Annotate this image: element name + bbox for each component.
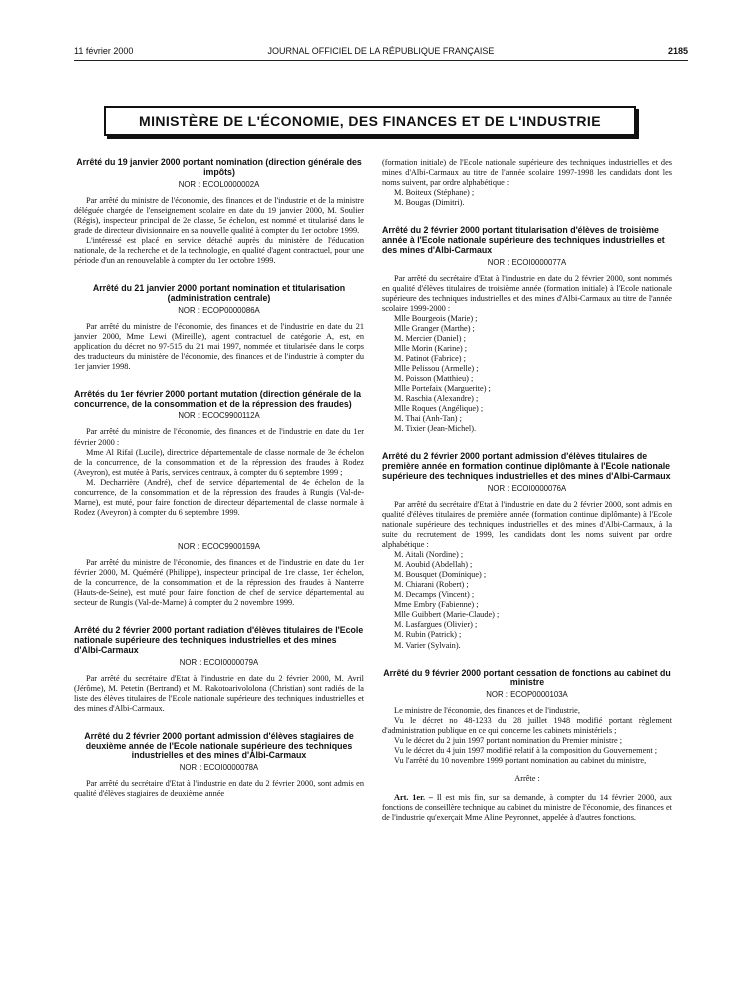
paragraph: Par arrêté du secrétaire d'Etat à l'industrie en date du 2 février 2000, M. Avril (Jérôme), M. Petetin (Bertrand) et M. Rakotoarivololona (Christian) sont radiés de la liste des élèves titulaires de l'Ecole nationale supérieure des techniques industrielles et des mines d'Albi-Carmaux. (74, 673, 364, 713)
list-item: Mlle Bourgeois (Marie) ; (394, 313, 478, 323)
arrete-admission-deuxieme-annee (74, 732, 364, 800)
list-item: Mlle Pelissou (Armelle) ; (394, 364, 479, 374)
list-item: Mlle Roques (Angélique) ; (394, 404, 484, 414)
left-column (74, 158, 364, 799)
header-rule (74, 60, 688, 61)
names-list (382, 188, 672, 208)
arrete-label: Arrête : (514, 774, 540, 784)
paragraph: Vu le décret du 2 juin 1997 portant nomination du Premier ministre ; (394, 736, 623, 746)
page-number: 2185 (667, 46, 688, 56)
paragraph: Par arrêté du secrétaire d'Etat à l'industrie en date du 2 février 2000, sont admis en qualité d'élèves titulaires de première année (formation continue diplômante) à l'Ecole nationale supérieure des techniques industrielles et des mines d'Albi-Carmaux, à la suite du recrutement de 1999, les candidats dont les noms suivent par ordre alphabétique : (382, 499, 672, 550)
arretes-1-fevrier (74, 390, 364, 608)
paragraph: Par arrêté du ministre de l'économie, des finances et de l'industrie et de la ministre déléguée chargée de l'enseignement scolaire en date du 19 janvier 2000, M. Soulier (Régis), inspecteur principal de 2e classe, 5e échelon, est nommé et titularisé dans le grade de directeur divisionnaire en sa nouvelle qualité à compter du 1er octobre 1999. (74, 195, 364, 235)
article-title: Arrêté du 9 février 2000 portant cessation de fonctions au cabinet du ministre (383, 667, 671, 688)
list-item: M. Decamps (Vincent) ; (394, 590, 475, 600)
list-item: Mlle Guibbert (Marie-Claude) ; (394, 610, 500, 620)
journal-title: JOURNAL OFFICIEL DE LA RÉPUBLIQUE FRANÇAISE (267, 46, 495, 56)
list-item: M. Lasfargues (Olivier) ; (394, 620, 478, 630)
list-item: M. Varier (Sylvain). (394, 640, 461, 650)
nor-reference: NOR : ECOP0000086A (178, 305, 260, 315)
nor-reference: NOR : ECOI0000076A (487, 483, 567, 493)
paragraph: Par arrêté du ministre de l'économie, des finances et de l'industrie en date du 21 janvier 2000, Mme Lewi (Mireille), agent contractuel de catégorie A, est, en application du décret no 97-515 du 21 mai 1997, nommée et titularisée dans le corps des traducteurs du ministère de l'économie, des finances et de l'industrie à compter du 1er janvier 1998. (74, 321, 364, 371)
article-title: Arrêté du 2 février 2000 portant titularisation d'élèves de troisième année à l'Ecole nationale supérieure des techniques industrielles et des mines d'Albi-Carmaux (382, 225, 665, 255)
list-item: M. Patinot (Fabrice) ; (394, 354, 466, 364)
paragraph: Mme Al Rifaï (Lucile), directrice départementale de classe normale de 3e échelon de la concurrence, de la consommation et de la répression des fraudes à Rodez (Aveyron), est mutée à Paris, services centraux, à compter du 6 septembre 1999 ; (74, 447, 364, 477)
arrete-radiation (74, 626, 364, 714)
list-item: M. Chiarani (Robert) ; (394, 580, 469, 590)
arrete-formation-continue (382, 452, 672, 650)
paragraph: Par arrêté du secrétaire d'Etat à l'industrie en date du 2 février 2000, sont admis en qualité d'élèves stagiaires de deuxième année (74, 779, 364, 799)
article-label: Art. 1er. – (394, 792, 433, 802)
issue-date: 11 février 2000 (74, 46, 134, 56)
list-item: M. Aitali (Nordine) ; (394, 550, 464, 560)
list-item: Mme Embry (Fabienne) ; (394, 600, 479, 610)
nor-reference: NOR : ECOP0000103A (486, 690, 568, 700)
list-item: M. Bousquet (Dominique) ; (394, 570, 487, 580)
list-item: M. Thai (Anh-Tan) ; (394, 414, 462, 424)
nor-reference: NOR : ECOI0000078A (179, 763, 259, 773)
paragraph: Par arrêté du ministre de l'économie, des finances et de l'industrie en date du 1er février 2000 : (74, 427, 364, 447)
article-title: Arrêté du 2 février 2000 portant radiation d'élèves titulaires de l'Ecole nationale supérieure des techniques industrielles et des mines d'Albi-Carmaux (74, 625, 364, 655)
paragraph: M. Decharrière (André), chef de service départemental de 4e échelon de la concurrence, de la consommation et de la répression des fraudes à Rungis (Val-de-Marne), est muté, pour faire fonction de directeur départemental de classe normale à Rodez (Aveyron) à compter du 6 septembre 1999. (74, 477, 364, 517)
list-item: M. Poisson (Matthieu) ; (394, 374, 474, 384)
arrete-19-janvier (74, 158, 364, 266)
arrete-titularisation (382, 226, 672, 434)
list-item: M. Raschia (Alexandre) ; (394, 394, 479, 404)
nor-reference: NOR : ECOC9900159A (178, 541, 260, 551)
paragraph: Vu le décret no 48-1233 du 28 juillet 1948 modifié portant règlement d'administration publique en ce qui concerne les cabinets ministériels ; (382, 716, 672, 736)
paragraph: L'intéressé est placé en service détaché auprès du ministère de l'éducation nationale, de la recherche et de la technologie, en qualité d'agent contractuel, pour une période d'un an renouvelable à compter du 1er octobre 1999. (74, 235, 364, 265)
article-title: Arrêté du 19 janvier 2000 portant nomination (direction générale des impôts) (76, 157, 362, 177)
list-item: M. Rubin (Patrick) ; (394, 630, 462, 640)
right-column (382, 158, 672, 823)
list-item: M. Bougas (Dimitri). (394, 198, 465, 208)
article-title: Arrêté du 21 janvier 2000 portant nomination et titularisation (administration centrale) (92, 282, 346, 303)
nor-reference: NOR : ECOC9900112A (178, 411, 260, 421)
paragraph: Par arrêté du ministre de l'économie, des finances et de l'industrie en date du 1er février 2000, M. Quéméré (Philippe), inspecteur principal de 1re classe, 1er échelon, de la concurrence, de la consommation et de la répression des fraudes à Nanterre (Hauts-de-Seine), est muté pour faire fonction de chef de service départemental au secteur de Rungis (Val-de-Marne) à compter du 2 novembre 1999. (74, 557, 364, 608)
list-item: M. Boiteux (Stéphane) ; (394, 188, 475, 198)
list-item: Mlle Portefaix (Marguerite) ; (394, 384, 491, 394)
list-item: M. Mercier (Daniel) ; (394, 333, 466, 343)
names-list (382, 314, 672, 435)
list-item: M. Aoubid (Abdellah) ; (394, 560, 473, 570)
list-item: Mlle Morin (Karine) ; (394, 344, 468, 353)
nor-reference: NOR : ECOI0000077A (487, 257, 567, 267)
article-title: Arrêté du 2 février 2000 portant admission d'élèves titulaires de première année en formation continue diplômante à l'Ecole nationale supérieure des techniques industrielles et des mines d'Albi-Carmaux (382, 451, 671, 482)
arrete-21-janvier (74, 284, 364, 372)
paragraph: (formation initiale) de l'Ecole nationale supérieure des techniques industrielles et des mines d'Albi-Carmaux au titre de l'année scolaire 1997-1998 les candidats dont les noms suivent, par ordre alphabétique : (382, 158, 672, 188)
article-1 (382, 793, 672, 823)
article-title: Arrêtés du 1er février 2000 portant mutation (direction générale de la concurrence, de la consommation et de la répression des fraudes) (74, 388, 361, 409)
paragraph: Le ministre de l'économie, des finances et de l'industrie, (394, 706, 580, 716)
article-text: Il est mis fin, sur sa demande, à compter du 14 février 2000, aux fonctions de conseillère technique au cabinet du ministre de l'économie, des finances et de l'industrie qu'exerçait Mme Aline Peyronnet, appelée à d'autres fonctions. (382, 792, 672, 822)
page-header (74, 46, 688, 60)
arrete-cessation-fonctions (382, 669, 672, 823)
arrete-admission-suite (382, 158, 672, 208)
names-list (382, 550, 672, 650)
list-item: Mlle Granger (Marthe) ; (394, 323, 475, 333)
nor-reference: NOR : ECOL0000002A (178, 179, 260, 189)
ministry-banner: MINISTÈRE DE L'ÉCONOMIE, DES FINANCES ET DE L'INDUSTRIE (104, 106, 636, 136)
list-item: M. Tixier (Jean-Michel). (394, 424, 477, 434)
paragraph: Vu l'arrêté du 10 novembre 1999 portant nomination au cabinet du ministre, (394, 756, 647, 766)
article-title: Arrêté du 2 février 2000 portant admission d'élèves stagiaires de deuxième année de l'Ecole nationale supérieure des techniques industrielles et des mines d'Albi-Carmaux (84, 730, 354, 761)
paragraph: Vu le décret du 4 juin 1997 modifié relatif à la composition du Gouvernement ; (394, 746, 658, 756)
paragraph: Par arrêté du secrétaire d'Etat à l'industrie en date du 2 février 2000, sont nommés en qualité d'élèves titulaires de troisième année (formation initiale) à l'Ecole nationale supérieure des techniques industrielles et des mines d'Albi-Carmaux au titre de l'année scolaire 1999-2000 : (382, 273, 672, 313)
nor-reference: NOR : ECOI0000079A (179, 657, 259, 667)
